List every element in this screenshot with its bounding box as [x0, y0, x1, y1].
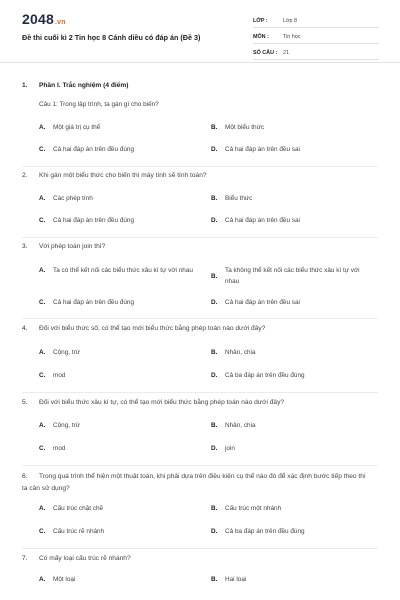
option-letter: A. — [39, 267, 46, 274]
option-text: Cả hai đáp án trên đều sai — [225, 217, 300, 224]
question-2 — [22, 172, 207, 179]
option-5a[interactable] — [39, 422, 80, 429]
question-4 — [22, 325, 265, 332]
option-letter: D. — [211, 445, 218, 452]
option-text: Cấu trúc rẽ nhánh — [53, 528, 105, 535]
option-text: Cả hai đáp án trên đều sai — [225, 299, 300, 306]
option-5c[interactable] — [39, 445, 65, 452]
divider — [22, 465, 378, 466]
exam-meta — [253, 14, 379, 62]
option-letter: A. — [39, 505, 46, 512]
option-3c[interactable] — [39, 299, 134, 306]
question-1-sub: Câu 1: Trong lập trình, ta gán gì cho biến? — [39, 101, 159, 108]
question-text: Khi gán một biểu thức cho biến thì máy tính sẽ tính toán? — [39, 172, 207, 179]
question-7 — [22, 555, 131, 562]
option-text: Một giá trị cụ thể — [53, 124, 101, 131]
option-text: Biểu thức — [225, 195, 253, 202]
meta-label: LỚP : — [253, 17, 268, 24]
option-3a[interactable] — [39, 265, 194, 276]
option-letter: A. — [39, 124, 46, 131]
divider — [22, 166, 378, 167]
option-text: Cả ba đáp án trên đều đúng — [225, 528, 305, 535]
option-letter: D. — [211, 299, 218, 306]
option-text: Cả hai đáp án trên đều sai — [225, 146, 300, 153]
exam-title: Đề thi cuối kì 2 Tin học 8 Cánh diều có đáp án (Đề 3) — [22, 33, 201, 42]
question-6 — [22, 471, 372, 495]
option-1c[interactable] — [39, 146, 134, 153]
meta-value: Tin học — [283, 33, 301, 40]
option-letter: C. — [39, 217, 46, 224]
option-letter: B. — [211, 505, 218, 512]
option-3b[interactable] — [211, 265, 366, 287]
option-text: Các phép tính — [53, 195, 93, 202]
option-text: Ta không thể kết nối các biểu thức xâu kí tự với nhau — [225, 267, 360, 285]
question-number: 3. — [22, 243, 28, 250]
question-text: Trong quá trình thể hiện một thuật toán, khi phải dựa trên điều kiện cụ thể nào đó để xác định bước tiếp theo thì ta cần sử dụng? — [22, 473, 366, 492]
option-text: join — [225, 445, 235, 452]
meta-row-count — [253, 46, 379, 60]
page-header — [0, 0, 400, 63]
question-number: 4. — [22, 325, 28, 332]
option-text: Cả ba đáp án trên đều đúng — [225, 372, 305, 379]
site-logo[interactable] — [22, 11, 66, 27]
option-text: Cộng, trừ — [53, 349, 81, 356]
option-letter: B. — [211, 272, 218, 280]
question-text: Có mấy loại cấu trúc rẽ nhánh? — [39, 555, 131, 562]
option-letter: D. — [211, 217, 218, 224]
divider — [22, 318, 378, 319]
option-text: Nhân, chia — [225, 349, 256, 356]
question-3 — [22, 243, 105, 250]
option-2c[interactable] — [39, 217, 134, 224]
option-letter: A. — [39, 349, 46, 356]
option-3d[interactable] — [211, 299, 300, 306]
meta-value: 21 — [283, 49, 289, 56]
option-text: Một loại — [53, 576, 76, 583]
option-2d[interactable] — [211, 217, 300, 224]
option-letter: B. — [211, 124, 218, 131]
divider — [22, 392, 378, 393]
question-text: Với phép toán join thì? — [39, 243, 106, 250]
option-text: Nhân, chia — [225, 422, 256, 429]
option-letter: C. — [39, 146, 46, 153]
option-5d[interactable] — [211, 445, 235, 452]
question-1 — [22, 82, 128, 89]
option-text: Cấu trúc một nhánh — [225, 505, 282, 512]
option-text: Cộng, trừ — [53, 422, 81, 429]
option-letter: C. — [39, 445, 46, 452]
divider — [22, 548, 378, 549]
option-5b[interactable] — [211, 422, 256, 429]
option-1a[interactable] — [39, 124, 100, 131]
option-7b[interactable] — [211, 576, 246, 583]
question-text: Phần I. Trắc nghiệm (4 điểm) — [39, 82, 129, 89]
option-letter: C. — [39, 299, 46, 306]
option-letter: D. — [211, 146, 218, 153]
question-text: Đối với biểu thức xâu kí tự, có thể tạo mới biểu thức bằng phép toán nào dưới đây? — [39, 399, 285, 406]
option-4a[interactable] — [39, 349, 80, 356]
option-4c[interactable] — [39, 372, 65, 379]
divider — [22, 237, 378, 238]
option-letter: A. — [39, 576, 46, 583]
logo-text: 2048 — [22, 11, 54, 27]
option-text: Cả hai đáp án trên đều đúng — [53, 146, 135, 153]
option-letter: D. — [211, 528, 218, 535]
question-text: Đối với biểu thức số, có thể tạo mới biểu thức bằng phép toán nào dưới đây? — [39, 325, 266, 332]
option-text: Cấu trúc chặt chẽ — [53, 505, 104, 512]
question-number: 6. — [22, 473, 28, 480]
meta-label: MÔN : — [253, 33, 269, 40]
option-7a[interactable] — [39, 576, 75, 583]
option-2b[interactable] — [211, 195, 252, 202]
meta-value: Lớp 8 — [283, 17, 298, 24]
question-number: 7. — [22, 555, 28, 562]
meta-row-class — [253, 14, 379, 28]
option-6b[interactable] — [211, 505, 281, 512]
option-text: mod — [53, 372, 66, 379]
option-text: mod — [53, 445, 66, 452]
option-text: Hai loại — [225, 576, 247, 583]
option-letter: A. — [39, 195, 46, 202]
meta-label: SỐ CÂU : — [253, 49, 278, 56]
option-text: Cả hai đáp án trên đều đúng — [53, 299, 135, 306]
option-letter: A. — [39, 422, 46, 429]
question-number: 5. — [22, 399, 28, 406]
option-letter: C. — [39, 528, 46, 535]
option-letter: B. — [211, 195, 218, 202]
meta-row-subject — [253, 30, 379, 44]
option-letter: B. — [211, 576, 218, 583]
option-letter: C. — [39, 372, 46, 379]
option-2a[interactable] — [39, 195, 93, 202]
option-text: Một biểu thức — [225, 124, 265, 131]
option-text: Ta có thể kết nối các biểu thức xâu kí tự với nhau — [53, 267, 193, 274]
logo-suffix: .vn — [54, 19, 66, 26]
option-4b[interactable] — [211, 349, 256, 356]
option-6c[interactable] — [39, 528, 104, 535]
option-4d[interactable] — [211, 372, 305, 379]
option-text: Cả hai đáp án trên đều đúng — [53, 217, 135, 224]
question-number: 1. — [22, 82, 28, 89]
option-letter: D. — [211, 372, 218, 379]
option-1b[interactable] — [211, 124, 264, 131]
option-6d[interactable] — [211, 528, 305, 535]
option-letter: B. — [211, 349, 218, 356]
question-number: 2. — [22, 172, 28, 179]
option-1d[interactable] — [211, 146, 300, 153]
option-letter: B. — [211, 422, 218, 429]
option-6a[interactable] — [39, 505, 103, 512]
question-5 — [22, 399, 284, 406]
